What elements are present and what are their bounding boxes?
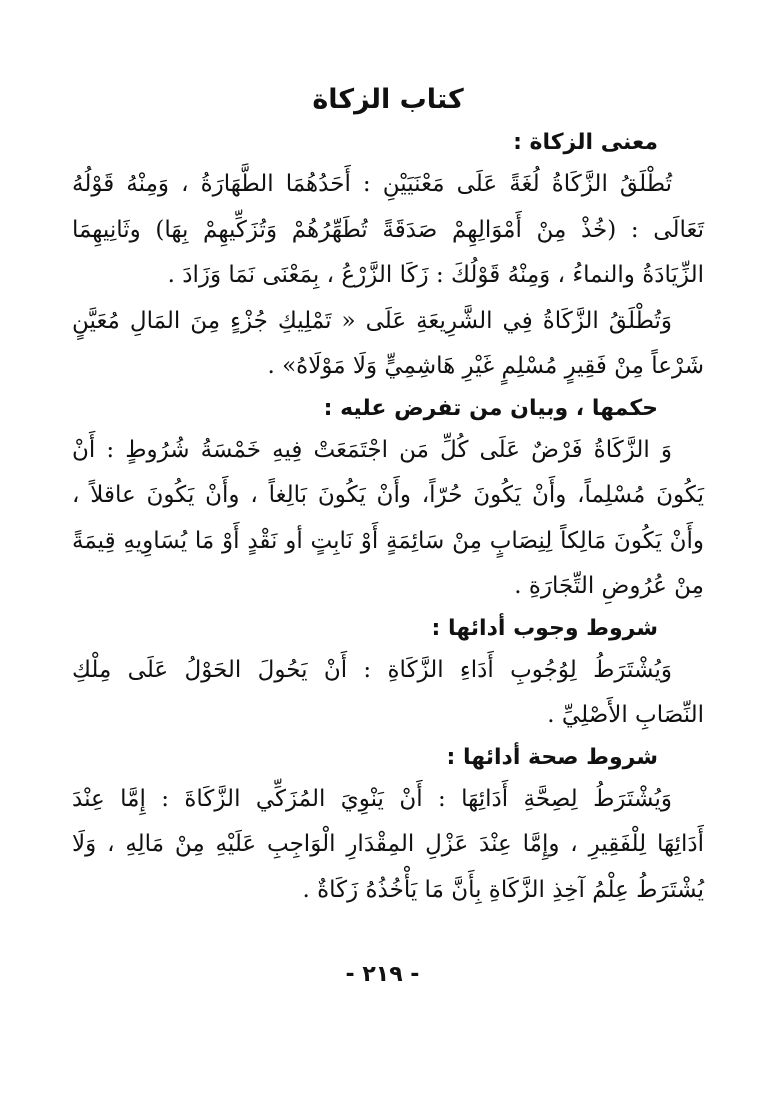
paragraph: [72, 162, 704, 299]
text-line: وَ الزَّكَاةُ فَرْضٌ عَلَى كُلِّ مَن اجْتَمَعَتْ فِيهِ خَمْسَةُ شُرُوطٍ : أَنْ: [72, 436, 672, 463]
section-heading: معنى الزكاة :: [513, 130, 658, 155]
section-obligation-conditions: [72, 610, 704, 739]
paragraph: [72, 777, 704, 914]
text-line: وَتُطْلَقُ الزَّكَاةُ فِي الشَّرِيعَةِ عَلَى « تَمْلِيكِ جُزْءٍ مِنَ المَالِ مُعَيَّنٍ: [72, 307, 672, 334]
text-line: تَعَالَى : (خُذْ مِنْ أَمْوَالِهِمْ صَدَقَةً تُطَهِّرُهُمْ وَتُزَكِّيهِمْ بِهَا) وثَانِيهِمَا: [72, 216, 704, 243]
paragraph: [72, 648, 704, 739]
text-line: النِّصَابِ الأَصْلِيِّ .: [547, 702, 704, 728]
page-title: كتاب الزكاة: [312, 84, 464, 115]
section-heading: شروط صحة أدائها :: [446, 744, 658, 770]
text-line: وَيُشْتَرَطُ لِوُجُوبِ أَدَاءِ الزَّكَاةِ : أَنْ يَحُولَ الحَوْلُ عَلَى مِلْكِ: [72, 656, 672, 683]
section-meaning: [72, 124, 704, 390]
paragraph: [72, 428, 704, 610]
text-line: وَيُشْتَرَطُ لِصِحَّةِ أَدَائِهَا : أَنْ يَنْوِيَ المُزَكِّي الزَّكَاةَ : إِمَّا عِنْدَ: [72, 785, 672, 812]
text-line: الزِّيَادَةُ والنماءُ ، وَمِنْهُ قَوْلُكَ : زَكَا الزَّرْعُ ، بِمَعْنَى نَمَا وَزَادَ .: [167, 262, 704, 288]
text-line: يُشْتَرَطُ عِلْمُ آخِذِ الزَّكَاةِ بِأَنَّ مَا يَأْخُذُهُ زَكَاةٌ .: [302, 876, 704, 903]
text-line: وأَنْ يَكُونَ مَالِكاً لِنِصَابٍ مِنْ سَائِمَةٍ أَوْ نَابِتٍ أو نَقْدٍ أَوْ مَا يُسَاوِيهِ قِيمَةً: [72, 527, 704, 554]
section-ruling: [72, 390, 704, 610]
text-line: تُطْلَقُ الزَّكَاةُ لُغَةً عَلَى مَعْنَيَيْنِ : أَحَدُهُمَا الطَّهَارَةُ ، وَمِنْهُ قَوْلُهُ: [72, 171, 672, 197]
section-validity-conditions: [72, 739, 704, 914]
paragraph: [72, 299, 704, 390]
text-line: شَرْعاً مِنْ فَقِيرٍ مُسْلِمٍ غَيْرِ هَاشِمِيٍّ وَلَا مَوْلَاهُ» .: [267, 353, 704, 379]
page-number: - ٢١٩ -: [345, 962, 420, 987]
section-heading: شروط وجوب أدائها :: [431, 615, 658, 641]
text-line: مِنْ عُرُوضِ التِّجَارَةِ .: [514, 573, 704, 599]
text-line: أَدَائِهَا لِلْفَقِيرِ ، وإِمَّا عِنْدَ عَزْلِ المِقْدَارِ الْوَاجِبِ عَلَيْهِ مِنْ مَالِهِ ، وَلَا: [72, 831, 704, 857]
section-heading: حكمها ، وبيان من تفرض عليه :: [323, 395, 658, 421]
text-line: يَكُونَ مُسْلِماً، وأَنْ يَكُونَ حُرّاً، وأَنْ يَكُونَ بَالِغاً ، وأَنْ يَكُونَ عاقلاً ،: [72, 482, 704, 508]
page-text: [72, 80, 704, 913]
